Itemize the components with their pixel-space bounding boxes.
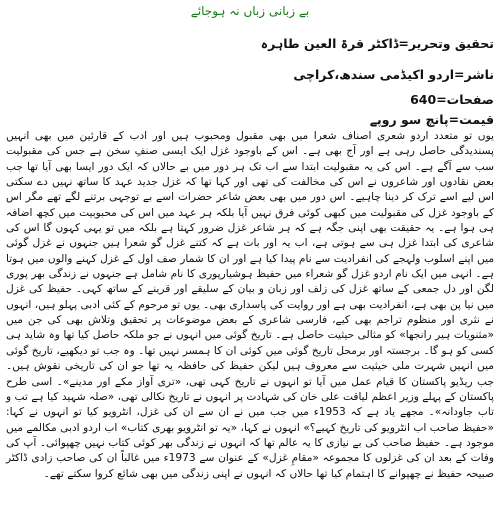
pages-line: صفحات=640 (410, 92, 494, 107)
article-title: بے زبانی زباں نہ ہوجائے (190, 4, 310, 18)
publisher-line: ناشر=اردو اکیڈمی سندھ،کراچی (293, 67, 494, 82)
author-line: تحقیق وتحریر=ڈاکٹر قرۃ العین طاہرہ (260, 36, 494, 51)
article-body (6, 129, 494, 482)
article-body-text: یوں تو متعدد اردو شعری اصناف شعرا میں بھی مقبول ومحبوب ہیں اور ادب کے قارئین میں بھی انہیں پسندیدگی حاصل رہی ہے اور آج بھی ہے۔ اس کے باوجود غزل ایک ایسی صنفِ سخن ہے جس کی مقبولیت سب سے آگے ہے۔ اس کی یہ مقبولیت ابتدا سے اب تک ہر دور میں بے حالاں کہ ایک دور ایسا بھی آیا تھا جب بعض نقادوں اور شاعروں نے اس کی مخالفت کی تھی اور کہا تھا کہ غزل جدید عہد کا ساتھ نہیں دے سکتی اس لیے اسے ترک کر دینا چاہیے۔ اس دور میں بھی بعض شاعر حضرات اسے بے توجہی برتنے لگے تھے مگر اس کے باوجود غزل کی مقبولیت میں کبھی کوئی فرق نہیں آیا بلکہ ہر عہد میں اس کی محبوبیت میں کچھ اضافہ ہی ہوا ہے۔ یہ حقیقت بھی اپنی جگہ ہے کہ ہر شاعر غزل ضرور کہتا ہے بلکہ میں تو یہی کہوں گا اس کی شاعری کی ابتدا غزل ہی سے ہوتی ہے، اب یہ اور بات ہے کہ کتنے غزل گو شعرا ہیں جنہوں نے غزل گوئی میں اپنے اسلوب ولہجے کی انفرادیت سے نام پیدا کیا ہے اور ان کا شمار صف اول کے غزل کہنے والوں میں ہوتا ہے۔ انہی میں ایک نام اردو غزل گو شعراء میں حفیظ ہوشیارپوری کا نام شامل ہے جنہوں نے زندگی بھر پوری لگن اور دل جمعی کے ساتھ غزل کی زلف اور زبان و بیان کے سلیقے اور قرینے کے ساتھ کہی۔ حفیظ کی غزل میں نیا پن بھی ہے، انفرادیت بھی ہے اور روایت کی پاسداری بھی۔ یوں تو مرحوم کے کئی ادبی پہلو ہیں، انہوں نے نثری اور منظوم تراجم بھی کیے، فارسی شاعری کے بعض موضوعات پر تحقیق وتلاش بھی کی جن میں «مثنویات ہیر رانجھا» کو مثالی حیثیت حاصل ہے۔ تاریخ گوئی میں انہوں نے جو ملکہ حاصل کیا تھا وہ شاید ہی کسی کو ہو گا۔ برجستہ اور برمحل تاریخ گوئی میں کوئی ان کا ہمسر نہیں تھا۔ وہ جب تو دیکھیے، تاریخ گوئی میں انہیں شہرت ملی حیثیت سے معروف ہیں لیکن حفیظ کی حافظہ یہ تھا جو ان کی تاریخی نقوش ہیں۔ جب ریڈیو پاکستان کا قیام عمل میں آیا تو انہوں نے تاریخ کہی تھی، «تری آواز مکے اور مدینے»۔ اسی طرح پاکستان کے پہلے وزیر اعظم لیاقت علی خان کی شہادت پر انہوں نے تاریخ نکالی تھی، «صلہ شہید کیا ہے تب و تاب جاودانہ»۔ مجھے یاد ہے کہ 1953ء میں جب میں نے ان سے ان کی غزل، انٹرویو کیا تو انہوں نے کہا: «حفیظ صاحب اب انٹرویو کی تاریخ کہیے؟» انہوں نے کہا، «یہ تو انٹرویو بھری کتاب» اب اردو ادبی مکالمے میں موجود ہے۔ حفیظ صاحب کی بے نیازی کا یہ عالم تھا کہ انہوں نے زندگی بھر کوئی کتاب نہیں چھپوائی۔ آپ کی وفات کے بعد ان کی غزلوں کا مجموعہ «مقامِ غزل» کے عنوان سے 1973ء میں غالباً ان کی صاحب زادی ڈاکٹر صبیحہ حفیظ نے چھپوانے کا اہتمام کیا تھا حالاں کہ انہوں نے اپنی زندگی میں بھی شائع کروا سکتے تھے۔ (6, 130, 494, 480)
price-line: قیمت=پانچ سو روپے (369, 112, 494, 127)
